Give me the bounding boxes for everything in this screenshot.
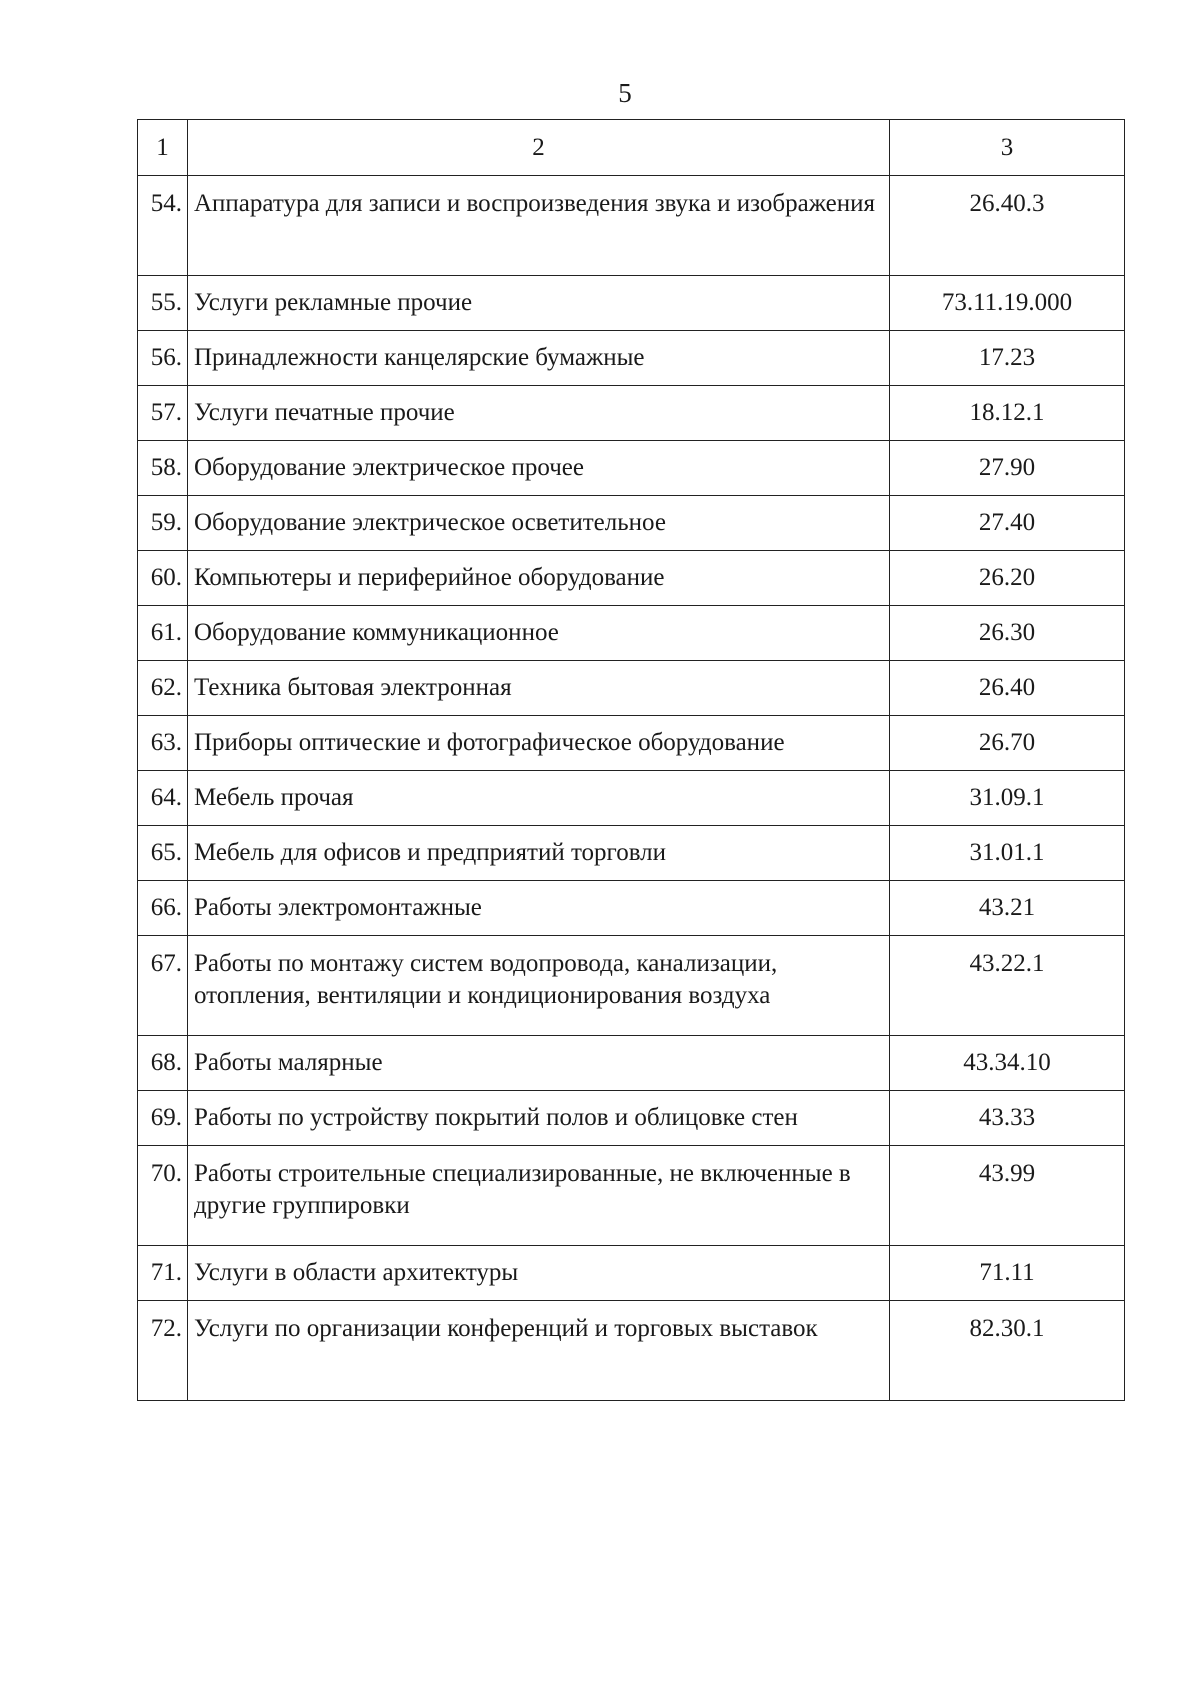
- table-header-row: [138, 120, 1125, 176]
- table-row: [138, 716, 1125, 771]
- row-name-cell: Услуги в области архитектуры: [188, 1246, 890, 1301]
- row-name-cell: Принадлежности канцелярские бумажные: [188, 331, 890, 386]
- row-name-cell: Мебель для офисов и предприятий торговли: [188, 826, 890, 881]
- row-name-cell: Работы строительные специализированные, не включенные в другие группировки: [188, 1146, 890, 1246]
- table-row: [138, 1146, 1125, 1246]
- table-row: [138, 771, 1125, 826]
- header-col-2: 2: [188, 120, 890, 176]
- row-number-cell: 67.: [138, 936, 188, 1036]
- row-number-cell: 63.: [138, 716, 188, 771]
- row-name-cell: Техника бытовая электронная: [188, 661, 890, 716]
- row-number-cell: 56.: [138, 331, 188, 386]
- row-code-cell: 31.01.1: [890, 826, 1125, 881]
- row-name-cell: Услуги рекламные прочие: [188, 276, 890, 331]
- row-name-cell: Работы электромонтажные: [188, 881, 890, 936]
- row-number-cell: 66.: [138, 881, 188, 936]
- row-code-cell: 43.22.1: [890, 936, 1125, 1036]
- row-name-cell: Компьютеры и периферийное оборудование: [188, 551, 890, 606]
- table-row: [138, 826, 1125, 881]
- row-code-cell: 26.70: [890, 716, 1125, 771]
- page-number: 5: [618, 78, 632, 108]
- row-code-cell: 73.11.19.000: [890, 276, 1125, 331]
- header-col-1: 1: [138, 120, 188, 176]
- row-code-cell: 17.23: [890, 331, 1125, 386]
- row-number-cell: 65.: [138, 826, 188, 881]
- table-row: [138, 881, 1125, 936]
- row-code-cell: 43.34.10: [890, 1036, 1125, 1091]
- row-name-cell: Мебель прочая: [188, 771, 890, 826]
- row-number-cell: 68.: [138, 1036, 188, 1091]
- row-code-cell: 18.12.1: [890, 386, 1125, 441]
- row-number-cell: 64.: [138, 771, 188, 826]
- row-number-cell: 69.: [138, 1091, 188, 1146]
- row-name-cell: Услуги печатные прочие: [188, 386, 890, 441]
- row-code-cell: 27.90: [890, 441, 1125, 496]
- table-row: [138, 496, 1125, 551]
- table-row: [138, 661, 1125, 716]
- row-name-cell: Работы по устройству покрытий полов и облицовке стен: [188, 1091, 890, 1146]
- codes-table: [137, 119, 1125, 1401]
- row-name-cell: Оборудование электрическое прочее: [188, 441, 890, 496]
- table-row: [138, 1301, 1125, 1401]
- row-number-cell: 70.: [138, 1146, 188, 1246]
- table-row: [138, 1091, 1125, 1146]
- row-number-cell: 57.: [138, 386, 188, 441]
- row-name-cell: Услуги по организации конференций и торговых выставок: [188, 1301, 890, 1401]
- table-row: [138, 331, 1125, 386]
- row-number-cell: 72.: [138, 1301, 188, 1401]
- row-name-cell: Приборы оптические и фотографическое оборудование: [188, 716, 890, 771]
- table-row: [138, 276, 1125, 331]
- row-number-cell: 62.: [138, 661, 188, 716]
- table-row: [138, 1036, 1125, 1091]
- row-name-cell: Оборудование электрическое осветительное: [188, 496, 890, 551]
- row-number-cell: 58.: [138, 441, 188, 496]
- table-row: [138, 176, 1125, 276]
- row-code-cell: 27.40: [890, 496, 1125, 551]
- row-number-cell: 59.: [138, 496, 188, 551]
- row-code-cell: 82.30.1: [890, 1301, 1125, 1401]
- table-row: [138, 606, 1125, 661]
- row-number-cell: 54.: [138, 176, 188, 276]
- row-code-cell: 26.40.3: [890, 176, 1125, 276]
- row-number-cell: 55.: [138, 276, 188, 331]
- row-name-cell: Работы малярные: [188, 1036, 890, 1091]
- row-code-cell: 26.40: [890, 661, 1125, 716]
- table-row: [138, 441, 1125, 496]
- row-name-cell: Работы по монтажу систем водопровода, канализации, отопления, вентиляции и кондиционирования воздуха: [188, 936, 890, 1036]
- row-code-cell: 71.11: [890, 1246, 1125, 1301]
- header-col-3: 3: [890, 120, 1125, 176]
- table-row: [138, 936, 1125, 1036]
- row-name-cell: Оборудование коммуникационное: [188, 606, 890, 661]
- row-code-cell: 31.09.1: [890, 771, 1125, 826]
- row-code-cell: 43.99: [890, 1146, 1125, 1246]
- row-code-cell: 26.20: [890, 551, 1125, 606]
- row-number-cell: 71.: [138, 1246, 188, 1301]
- row-code-cell: 43.21: [890, 881, 1125, 936]
- row-number-cell: 61.: [138, 606, 188, 661]
- table-row: [138, 551, 1125, 606]
- row-code-cell: 26.30: [890, 606, 1125, 661]
- codes-table-body: [138, 120, 1125, 1401]
- table-row: [138, 1246, 1125, 1301]
- table-row: [138, 386, 1125, 441]
- row-code-cell: 43.33: [890, 1091, 1125, 1146]
- row-name-cell: Аппаратура для записи и воспроизведения звука и изображения: [188, 176, 890, 276]
- row-number-cell: 60.: [138, 551, 188, 606]
